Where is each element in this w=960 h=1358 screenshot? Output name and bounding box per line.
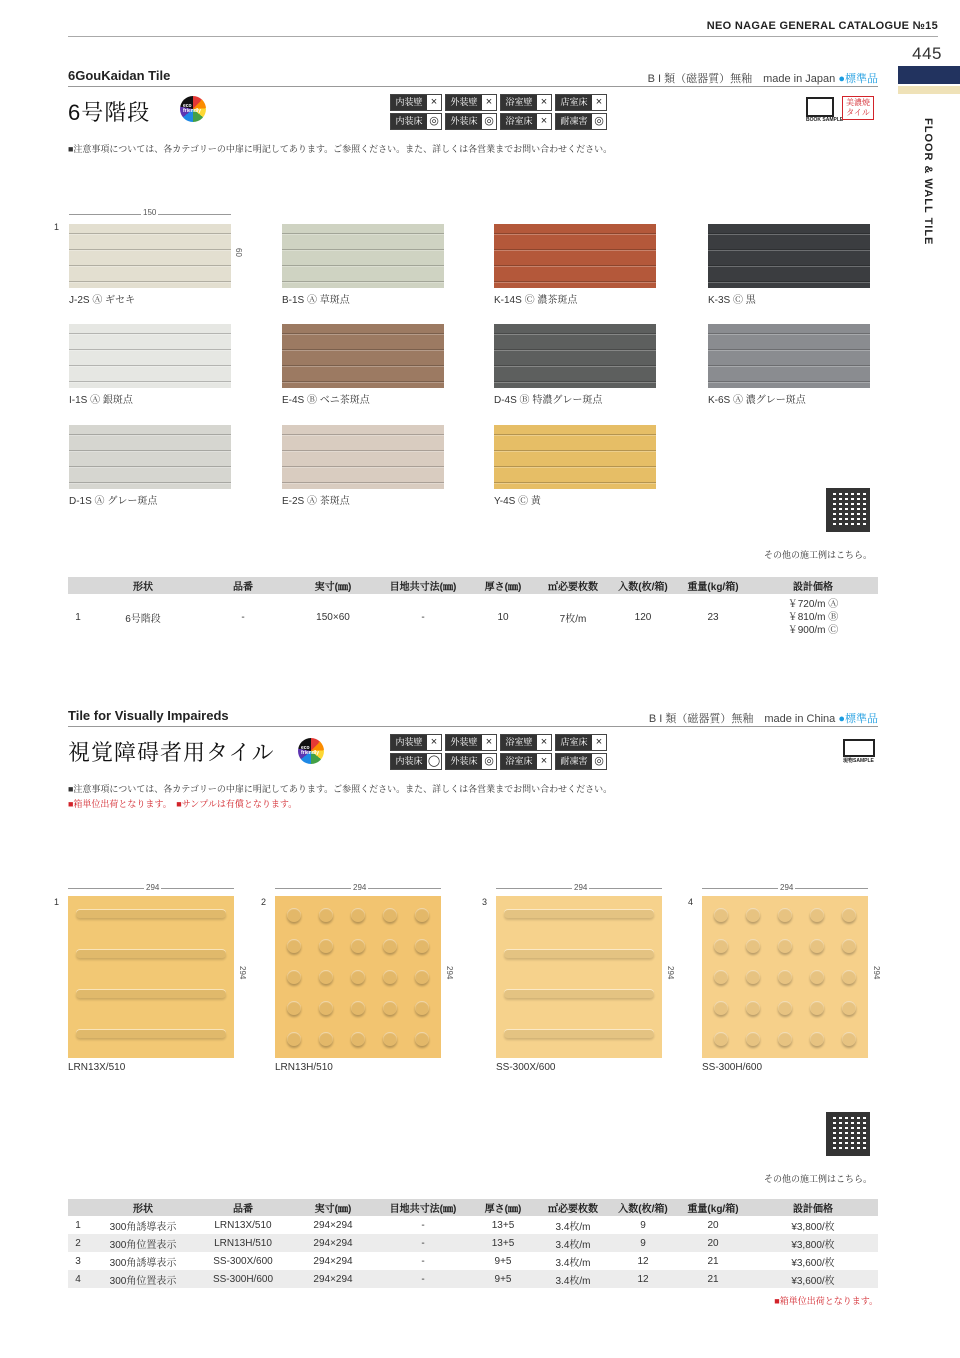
section2-spec bbox=[649, 710, 878, 726]
raised-dot bbox=[383, 1032, 397, 1046]
tile-swatch bbox=[69, 425, 231, 489]
table-cell: 21 bbox=[707, 1255, 719, 1267]
section1-rule bbox=[68, 86, 878, 87]
usage-mark: ◎ bbox=[594, 755, 604, 767]
usage-label: 外装床 bbox=[446, 114, 482, 129]
raised-dot bbox=[383, 908, 397, 922]
table-header: 入数(枚/箱) bbox=[608, 577, 678, 594]
raised-bar bbox=[76, 990, 226, 998]
guidance-tile bbox=[496, 896, 662, 1058]
table-row bbox=[68, 1252, 878, 1270]
raised-dot bbox=[287, 908, 301, 922]
usage-label: 内装床 bbox=[391, 754, 427, 769]
beige-band bbox=[898, 86, 960, 94]
width-dim-label: 294 bbox=[146, 883, 160, 892]
usage-cell bbox=[445, 113, 497, 130]
table-cell: 21 bbox=[678, 1270, 748, 1288]
section2-note: ■注意事項については、各カテゴリーの中扉に明記してあります。ご参照ください。また、詳しくは各営業までお問い合わせください。 bbox=[68, 784, 613, 794]
warning-tile bbox=[702, 896, 868, 1058]
table-cell: 300角誘導表示 bbox=[109, 1221, 177, 1233]
usage-label: 外装壁 bbox=[446, 95, 482, 110]
table-cell: 294×294 bbox=[313, 1255, 353, 1267]
raised-dot bbox=[842, 939, 856, 953]
usage-mark: × bbox=[485, 736, 493, 748]
table-cell: 3.4枚/m bbox=[555, 1221, 591, 1233]
raised-dot bbox=[842, 908, 856, 922]
raised-dot bbox=[351, 1001, 365, 1015]
page-number: 445 bbox=[912, 44, 942, 63]
table-cell: ¥3,600/枚 bbox=[791, 1257, 835, 1269]
raised-dot bbox=[714, 1032, 728, 1046]
raised-bar bbox=[504, 950, 654, 958]
tile-number: 1 bbox=[54, 897, 60, 907]
table-cell: 2 bbox=[68, 1234, 88, 1252]
usage-label: 耐凍害 bbox=[556, 114, 592, 129]
table-cell: - bbox=[421, 1255, 425, 1267]
usage-mark: ◎ bbox=[594, 115, 604, 127]
qr-caption-1: その他の施工例はこちら。 bbox=[764, 550, 873, 560]
tile-label: Y-4S Ⓒ 黄 bbox=[494, 496, 541, 507]
tile-number: 4 bbox=[688, 897, 694, 907]
book-icon bbox=[806, 97, 834, 117]
standard-dot-icon: ● bbox=[838, 73, 845, 85]
standard-dot-icon: ● bbox=[838, 713, 845, 725]
raised-dot bbox=[319, 1032, 333, 1046]
table-cell: 294×294 bbox=[288, 1270, 378, 1288]
usage-cell bbox=[390, 734, 442, 751]
table-header: 目地共寸法(㎜) bbox=[378, 1199, 468, 1216]
mino-tile-badge: 美濃焼 タイル bbox=[842, 96, 874, 120]
table-row bbox=[68, 1216, 878, 1234]
raised-dot bbox=[415, 970, 429, 984]
raised-bar bbox=[504, 910, 654, 918]
raised-dot bbox=[383, 970, 397, 984]
raised-dot bbox=[714, 1001, 728, 1015]
table-cell: 1 bbox=[75, 1219, 81, 1231]
table-cell: 3.4枚/m bbox=[538, 1234, 608, 1252]
usage-label: 内装壁 bbox=[391, 735, 427, 750]
raised-dot bbox=[746, 1001, 760, 1015]
section1-note: ■注意事項については、各カテゴリーの中扉に明記してあります。ご参照ください。また、詳しくは各営業までお問い合わせください。 bbox=[68, 144, 613, 154]
real-sample-label: 現物SAMPLE bbox=[843, 758, 874, 764]
raised-dot bbox=[319, 939, 333, 953]
usage-mark: × bbox=[540, 736, 548, 748]
raised-bar bbox=[76, 910, 226, 918]
raised-dot bbox=[842, 1032, 856, 1046]
usage-cell bbox=[500, 753, 552, 770]
usage-mark: ◯ bbox=[427, 755, 441, 767]
raised-dot bbox=[415, 1032, 429, 1046]
usage-cell bbox=[500, 113, 552, 130]
usage-mark: × bbox=[540, 755, 548, 767]
raised-dot bbox=[778, 939, 792, 953]
section1-standard-label: 標準品 bbox=[845, 73, 878, 85]
table-header: 厚さ(㎜) bbox=[468, 577, 538, 594]
section2-spec-table bbox=[68, 1199, 878, 1288]
raised-dot bbox=[319, 908, 333, 922]
table-header: 厚さ(㎜) bbox=[468, 1199, 538, 1216]
table-cell: 9 bbox=[608, 1234, 678, 1252]
section2-rule bbox=[68, 726, 878, 727]
usage-cell bbox=[390, 113, 442, 130]
side-category-label: FLOOR & WALL TILE bbox=[922, 118, 934, 246]
raised-dot bbox=[746, 939, 760, 953]
tile-swatch bbox=[494, 425, 656, 489]
table-cell: 20 bbox=[707, 1219, 719, 1231]
usage-mark: ◎ bbox=[429, 115, 439, 127]
raised-dot bbox=[778, 1032, 792, 1046]
raised-dot bbox=[351, 1032, 365, 1046]
table-cell: 12 bbox=[608, 1270, 678, 1288]
usage-cell bbox=[555, 753, 607, 770]
tile-label: I-1S Ⓐ 銀斑点 bbox=[69, 395, 133, 406]
raised-dot bbox=[778, 1001, 792, 1015]
usage-label: 浴室壁 bbox=[501, 95, 537, 110]
catalogue-title: NEO NAGAE GENERAL CATALOGUE №15 bbox=[706, 20, 938, 32]
raised-dot bbox=[415, 939, 429, 953]
usage-cell bbox=[555, 94, 607, 111]
eco-friendly-icon: eco friendly bbox=[180, 96, 206, 122]
raised-dot bbox=[351, 908, 365, 922]
table-cell: LRN13X/510 bbox=[214, 1219, 272, 1231]
usage-mark: × bbox=[430, 96, 438, 108]
table-cell: 294×294 bbox=[313, 1219, 353, 1231]
tile-swatch bbox=[708, 224, 870, 288]
raised-dot bbox=[383, 939, 397, 953]
tile-label: LRN13H/510 bbox=[275, 1062, 333, 1073]
raised-bar bbox=[504, 990, 654, 998]
section2-spec-text: B I 類（磁器質）無釉 made in China bbox=[648, 713, 836, 725]
usage-label: 外装床 bbox=[446, 754, 482, 769]
usage-label: 内装床 bbox=[391, 114, 427, 129]
usage-cell bbox=[445, 753, 497, 770]
tile-label: D-1S Ⓐ グレー斑点 bbox=[69, 496, 158, 507]
usage-label: 外装壁 bbox=[446, 735, 482, 750]
table-cell: LRN13H/510 bbox=[198, 1234, 288, 1252]
tile-swatch bbox=[708, 324, 870, 388]
raised-dot bbox=[351, 970, 365, 984]
table-header: 実寸(㎜) bbox=[288, 577, 378, 594]
usage-cell bbox=[445, 734, 497, 751]
table-header: 設計価格 bbox=[748, 577, 878, 594]
tile-number: 2 bbox=[261, 897, 267, 907]
table-row bbox=[68, 1270, 878, 1288]
table-header: 品番 bbox=[198, 577, 288, 594]
raised-dot bbox=[319, 970, 333, 984]
table-header: ㎡必要枚数 bbox=[538, 1199, 608, 1216]
table-header: 目地共寸法(㎜) bbox=[378, 577, 468, 594]
usage-label: 浴室床 bbox=[501, 114, 537, 129]
table-cell: - bbox=[378, 1270, 468, 1288]
table-cell: 4 bbox=[68, 1270, 88, 1288]
section1-title-en: 6GouKaidan Tile bbox=[68, 68, 171, 83]
table-cell: 12 bbox=[637, 1255, 649, 1267]
tile-label: J-2S Ⓐ ギセキ bbox=[69, 295, 136, 306]
raised-dot bbox=[746, 1032, 760, 1046]
tile-swatch bbox=[282, 425, 444, 489]
raised-bar bbox=[76, 1030, 226, 1038]
usage-mark: ◎ bbox=[484, 755, 494, 767]
table-cell: 9+5 bbox=[468, 1270, 538, 1288]
table-cell: ¥3,600/枚 bbox=[748, 1270, 878, 1288]
table-header: 設計価格 bbox=[748, 1199, 878, 1216]
tile-label: B-1S Ⓐ 草斑点 bbox=[282, 295, 350, 306]
table-cell: 9 bbox=[640, 1219, 646, 1231]
tile-number: 3 bbox=[482, 897, 488, 907]
table-cell: 9+5 bbox=[494, 1255, 512, 1267]
table-cell: 300角位置表示 bbox=[88, 1234, 198, 1252]
raised-dot bbox=[778, 908, 792, 922]
raised-dot bbox=[415, 908, 429, 922]
table-cell: 300角誘導表示 bbox=[109, 1257, 177, 1269]
section1-spec-text: B I 類（磁器質）無釉 made in Japan bbox=[647, 73, 836, 85]
height-dim-label: 294 bbox=[445, 966, 454, 980]
section1-spec bbox=[648, 70, 878, 86]
height-dim-label: 60 bbox=[234, 248, 243, 257]
raised-dot bbox=[383, 1001, 397, 1015]
table-header: 重量(kg/箱) bbox=[678, 1199, 748, 1216]
table-row: 1 6号階段 - 150×60 - 10 7枚/m 120 23 ￥720/m Ⓐ ￥810/m Ⓑ ￥900/m Ⓒ bbox=[68, 594, 878, 641]
raised-dot bbox=[842, 1001, 856, 1015]
usage-label: 浴室床 bbox=[501, 754, 537, 769]
raised-dot bbox=[842, 970, 856, 984]
raised-dot bbox=[810, 1032, 824, 1046]
book-sample-label: BOOK SAMPLE bbox=[806, 117, 844, 123]
table-cell: 300角位置表示 bbox=[88, 1270, 198, 1288]
table-header: 入数(枚/箱) bbox=[608, 1199, 678, 1216]
tile-swatch bbox=[494, 324, 656, 388]
price-b: ￥810/m Ⓑ bbox=[787, 612, 839, 623]
book-sample bbox=[806, 97, 843, 123]
usage-mark: × bbox=[595, 736, 603, 748]
width-dim-label: 294 bbox=[353, 883, 367, 892]
table-cell: SS-300H/600 bbox=[198, 1270, 288, 1288]
section2-standard-label: 標準品 bbox=[845, 713, 878, 725]
usage-cell bbox=[500, 734, 552, 751]
usage-label: 内装壁 bbox=[391, 95, 427, 110]
width-dim-label: 294 bbox=[780, 883, 794, 892]
table-cell: 3.4枚/m bbox=[538, 1270, 608, 1288]
tile-swatch bbox=[69, 324, 231, 388]
section2-footnote: ■箱単位出荷となります。 bbox=[774, 1296, 878, 1306]
usage-cell bbox=[390, 94, 442, 111]
tile-label: SS-300H/600 bbox=[702, 1062, 763, 1073]
qr-code-1[interactable] bbox=[826, 488, 870, 532]
header-rule bbox=[68, 36, 938, 37]
table-row bbox=[68, 1234, 878, 1252]
table-cell: - bbox=[421, 1219, 425, 1231]
usage-mark: × bbox=[540, 115, 548, 127]
row-marker: 1 bbox=[54, 222, 60, 232]
price-c: ￥900/m Ⓒ bbox=[787, 625, 839, 636]
raised-dot bbox=[714, 970, 728, 984]
usage-mark: × bbox=[485, 96, 493, 108]
height-dim-label: 294 bbox=[238, 966, 247, 980]
section2-usage-grid bbox=[390, 734, 607, 770]
raised-dot bbox=[287, 1001, 301, 1015]
table-header bbox=[68, 1199, 88, 1216]
qr-caption-2: その他の施工例はこちら。 bbox=[764, 1174, 873, 1184]
section1-spec-table bbox=[68, 577, 878, 641]
height-dim-label: 294 bbox=[666, 966, 675, 980]
table-header: 品番 bbox=[198, 1199, 288, 1216]
width-dim-label: 294 bbox=[574, 883, 588, 892]
navy-band bbox=[898, 66, 960, 84]
tile-swatch bbox=[282, 324, 444, 388]
table-header: 実寸(㎜) bbox=[288, 1199, 378, 1216]
tile-label: K-3S Ⓒ 黒 bbox=[708, 295, 756, 306]
table-cell: - bbox=[378, 1234, 468, 1252]
raised-dot bbox=[415, 1001, 429, 1015]
table-header: 形状 bbox=[88, 1199, 198, 1216]
section2-title-jp: 視覚障碍者用タイル bbox=[68, 740, 275, 765]
tile-label: K-6S Ⓐ 濃グレー斑点 bbox=[708, 395, 806, 406]
tile-label: K-14S Ⓒ 濃茶斑点 bbox=[494, 295, 578, 306]
table-cell: ¥3,800/枚 bbox=[748, 1234, 878, 1252]
table-header: 重量(kg/箱) bbox=[678, 577, 748, 594]
raised-dot bbox=[287, 939, 301, 953]
usage-label: 耐凍害 bbox=[556, 754, 592, 769]
usage-cell bbox=[555, 734, 607, 751]
table-cell: 294×294 bbox=[288, 1234, 378, 1252]
tile-label: E-4S Ⓑ ベニ茶斑点 bbox=[282, 395, 370, 406]
usage-cell bbox=[390, 753, 442, 770]
real-sample bbox=[843, 739, 875, 764]
section2-note-red: ■箱単位出荷となります。 ■サンプルは有償となります。 bbox=[68, 799, 298, 809]
raised-dot bbox=[287, 1032, 301, 1046]
tile-label: LRN13X/510 bbox=[68, 1062, 126, 1073]
table-cell: 20 bbox=[678, 1234, 748, 1252]
raised-dot bbox=[319, 1001, 333, 1015]
usage-mark: × bbox=[540, 96, 548, 108]
qr-code-2[interactable] bbox=[826, 1112, 870, 1156]
usage-cell bbox=[445, 94, 497, 111]
tile-label: SS-300X/600 bbox=[496, 1062, 556, 1073]
usage-label: 店室床 bbox=[556, 95, 592, 110]
table-header bbox=[68, 577, 88, 594]
raised-dot bbox=[714, 908, 728, 922]
warning-tile bbox=[275, 896, 441, 1058]
raised-dot bbox=[287, 970, 301, 984]
table-cell: 3 bbox=[75, 1255, 81, 1267]
table-cell: 13+5 bbox=[491, 1219, 515, 1231]
guidance-tile bbox=[68, 896, 234, 1058]
tile-swatch bbox=[282, 224, 444, 288]
height-dim-label: 294 bbox=[872, 966, 881, 980]
usage-mark: × bbox=[595, 96, 603, 108]
tile-swatch bbox=[494, 224, 656, 288]
width-dim-label: 150 bbox=[143, 208, 157, 217]
raised-dot bbox=[351, 939, 365, 953]
tile-swatch bbox=[69, 224, 231, 288]
table-cell: SS-300X/600 bbox=[213, 1255, 273, 1267]
section2-title-en: Tile for Visually Impaireds bbox=[68, 708, 229, 723]
raised-dot bbox=[810, 939, 824, 953]
raised-dot bbox=[714, 939, 728, 953]
raised-dot bbox=[810, 908, 824, 922]
table-header: ㎡必要枚数 bbox=[538, 577, 608, 594]
raised-dot bbox=[746, 970, 760, 984]
raised-dot bbox=[810, 970, 824, 984]
table-cell: 3.4枚/m bbox=[555, 1257, 591, 1269]
table-cell: ¥3,800/枚 bbox=[791, 1221, 835, 1233]
sample-box-icon bbox=[843, 739, 875, 757]
usage-label: 浴室壁 bbox=[501, 735, 537, 750]
section1-title-jp: 6号階段 bbox=[68, 100, 151, 125]
usage-mark: ◎ bbox=[484, 115, 494, 127]
price-a: ￥720/m Ⓐ bbox=[787, 599, 839, 610]
table-cell: 13+5 bbox=[468, 1234, 538, 1252]
usage-mark: × bbox=[430, 736, 438, 748]
raised-bar bbox=[76, 950, 226, 958]
tile-label: D-4S Ⓑ 特濃グレー斑点 bbox=[494, 395, 603, 406]
section1-usage-grid bbox=[390, 94, 607, 130]
raised-dot bbox=[810, 1001, 824, 1015]
usage-cell bbox=[500, 94, 552, 111]
table-header: 形状 bbox=[88, 577, 198, 594]
raised-dot bbox=[746, 908, 760, 922]
raised-dot bbox=[778, 970, 792, 984]
tile-label: E-2S Ⓐ 茶斑点 bbox=[282, 496, 350, 507]
usage-label: 店室床 bbox=[556, 735, 592, 750]
usage-cell bbox=[555, 113, 607, 130]
eco-friendly-icon: eco friendly bbox=[298, 738, 324, 764]
raised-bar bbox=[504, 1030, 654, 1038]
